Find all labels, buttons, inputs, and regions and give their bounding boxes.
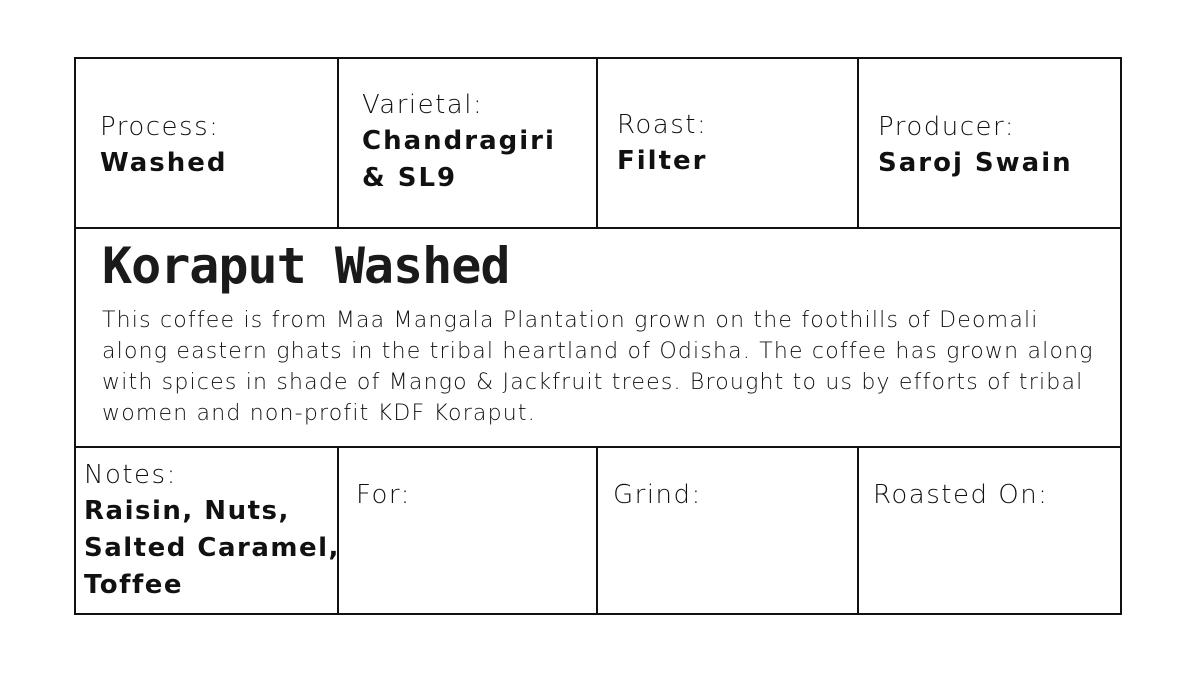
varietal-value: Chandragiri & SL9 <box>362 126 556 193</box>
for-label: For: <box>356 480 411 510</box>
roasted-on-cell <box>873 477 1048 513</box>
producer-value: Saroj Swain <box>878 148 1073 178</box>
grind-label: Grind: <box>613 480 702 510</box>
process-value: Washed <box>100 148 228 178</box>
divider-col-3-bottom <box>857 446 859 615</box>
varietal-label: Varietal: <box>362 90 484 120</box>
divider-col-2-bottom <box>596 446 598 615</box>
notes-value: Raisin, Nuts, Salted Caramel, Toffee <box>84 496 340 600</box>
for-cell <box>356 477 411 513</box>
roasted-on-label: Roasted On: <box>873 480 1049 510</box>
roast-label: Roast: <box>617 110 708 140</box>
process-label: Process: <box>100 112 220 142</box>
roast-cell <box>617 107 707 180</box>
divider-col-2-top <box>596 59 598 227</box>
divider-col-1-top <box>337 59 339 227</box>
divider-col-3-top <box>857 59 859 227</box>
roast-value: Filter <box>617 146 708 176</box>
notes-cell <box>84 457 340 604</box>
notes-label: Notes: <box>84 460 177 490</box>
varietal-cell <box>362 87 556 197</box>
coffee-description: This coffee is from Maa Mangala Plantation grown on the foothills of Deomali along eastern ghats in the tribal heartland of Odisha. The coffee has grown along with spices in shade of Mango & Jackfruit trees. Brought to us by efforts of tribal women and non-profit KDF Koraput. <box>102 308 1094 426</box>
divider-bottom <box>76 446 1120 448</box>
producer-cell <box>878 109 1073 182</box>
coffee-name: Koraput Washed <box>102 237 510 295</box>
grind-cell <box>613 477 702 513</box>
producer-label: Producer: <box>878 112 1016 142</box>
process-cell <box>100 109 228 182</box>
divider-top <box>76 227 1120 229</box>
coffee-label-card <box>74 57 1122 615</box>
